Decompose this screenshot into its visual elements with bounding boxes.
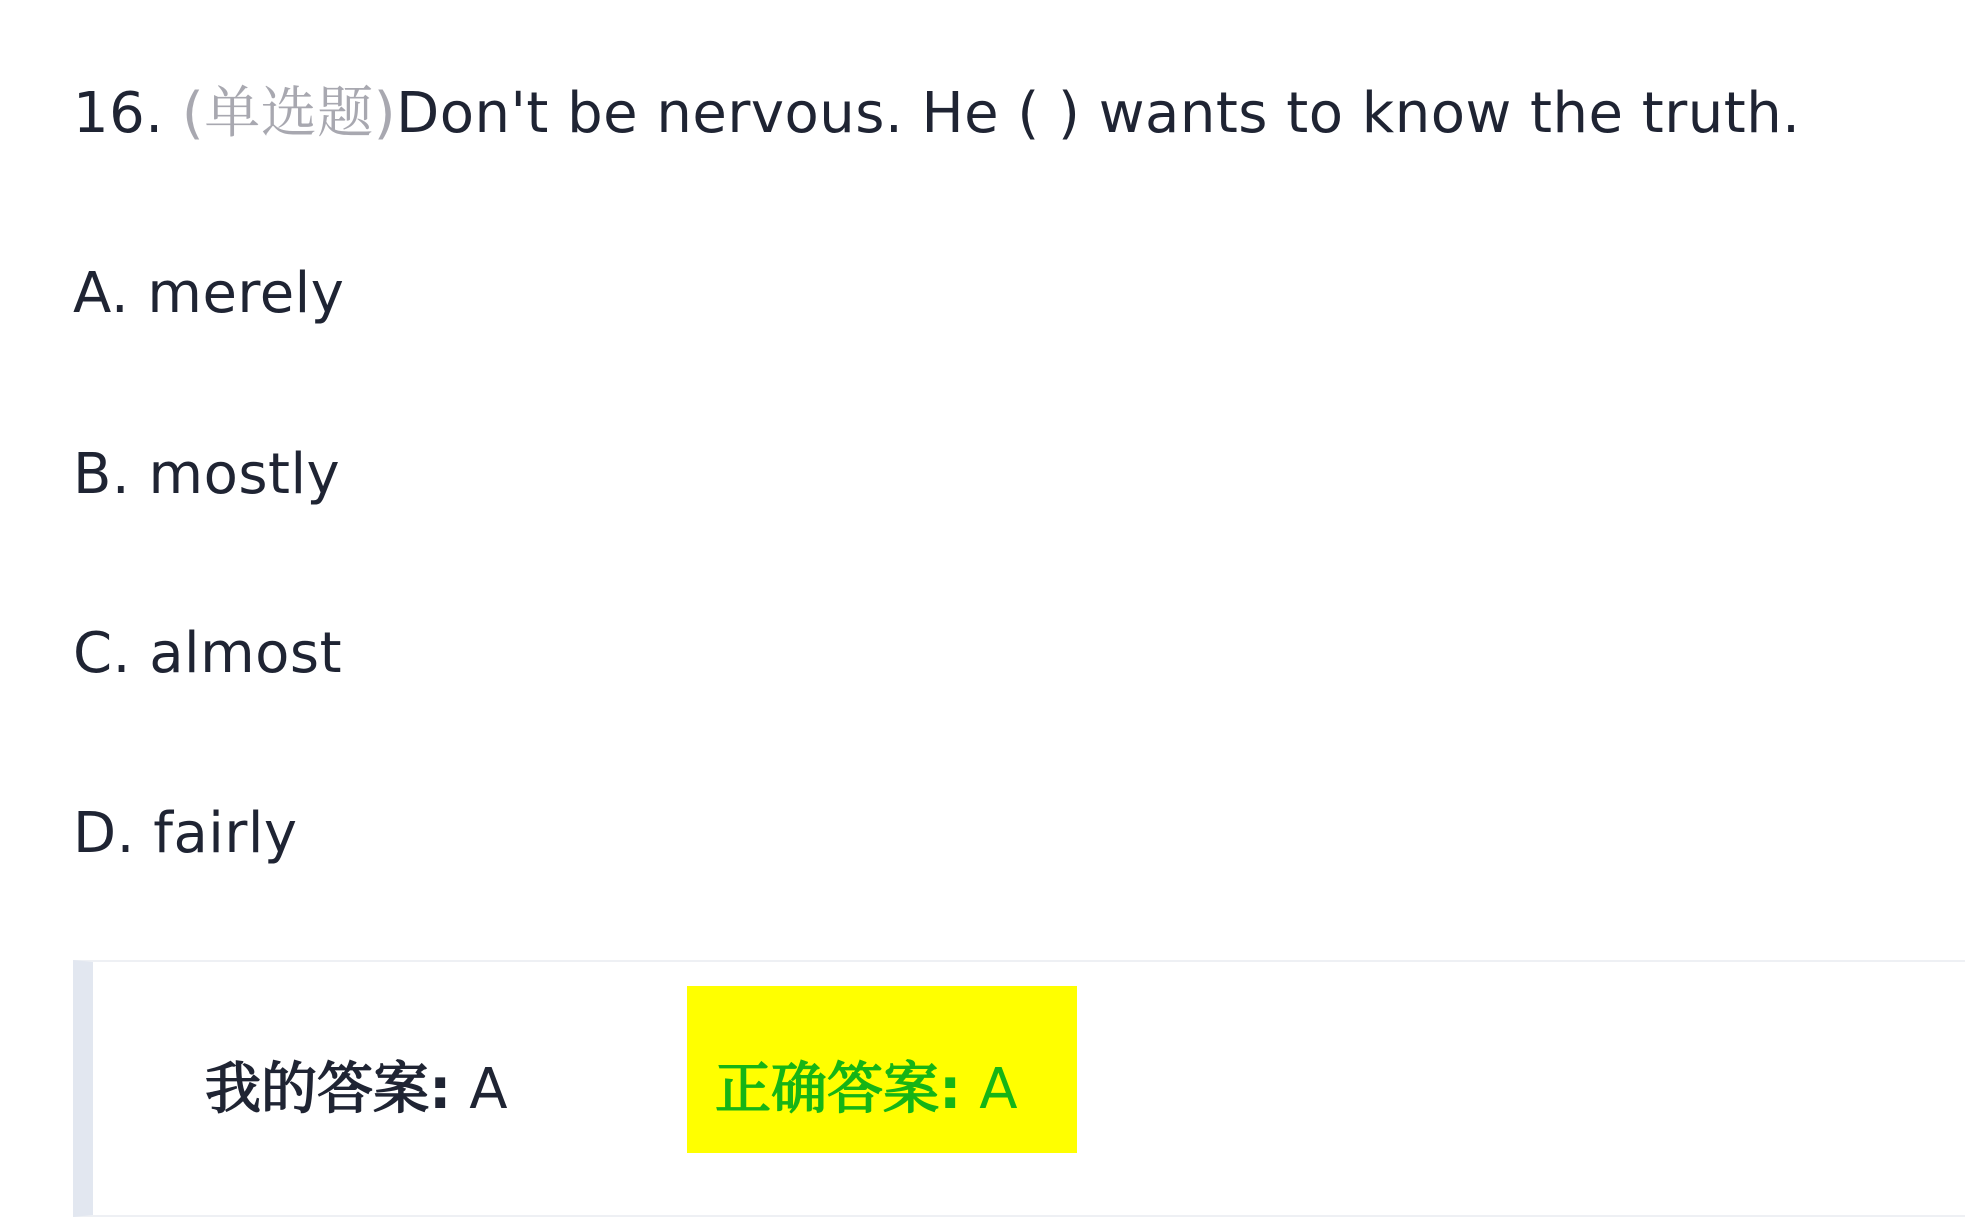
option-a[interactable]: A. merely	[73, 261, 345, 326]
question-text: Don't be nervous. He ( ) wants to know the truth.	[396, 81, 1801, 146]
my-answer	[205, 1054, 508, 1126]
correct-answer-label: 正确答案:	[715, 1057, 962, 1122]
question-number: 16.	[73, 81, 164, 146]
correct-answer-value: A	[961, 1057, 1018, 1122]
question-stem	[73, 78, 1800, 150]
option-c[interactable]: C. almost	[73, 621, 343, 686]
my-answer-label: 我的答案:	[205, 1057, 452, 1122]
option-b[interactable]: B. mostly	[73, 442, 341, 507]
option-d[interactable]: D. fairly	[73, 801, 298, 866]
my-answer-value: A	[451, 1057, 508, 1122]
correct-answer	[687, 986, 1077, 1153]
question-type-tag: (单选题)	[181, 81, 397, 146]
answer-result-panel	[73, 960, 1965, 1217]
